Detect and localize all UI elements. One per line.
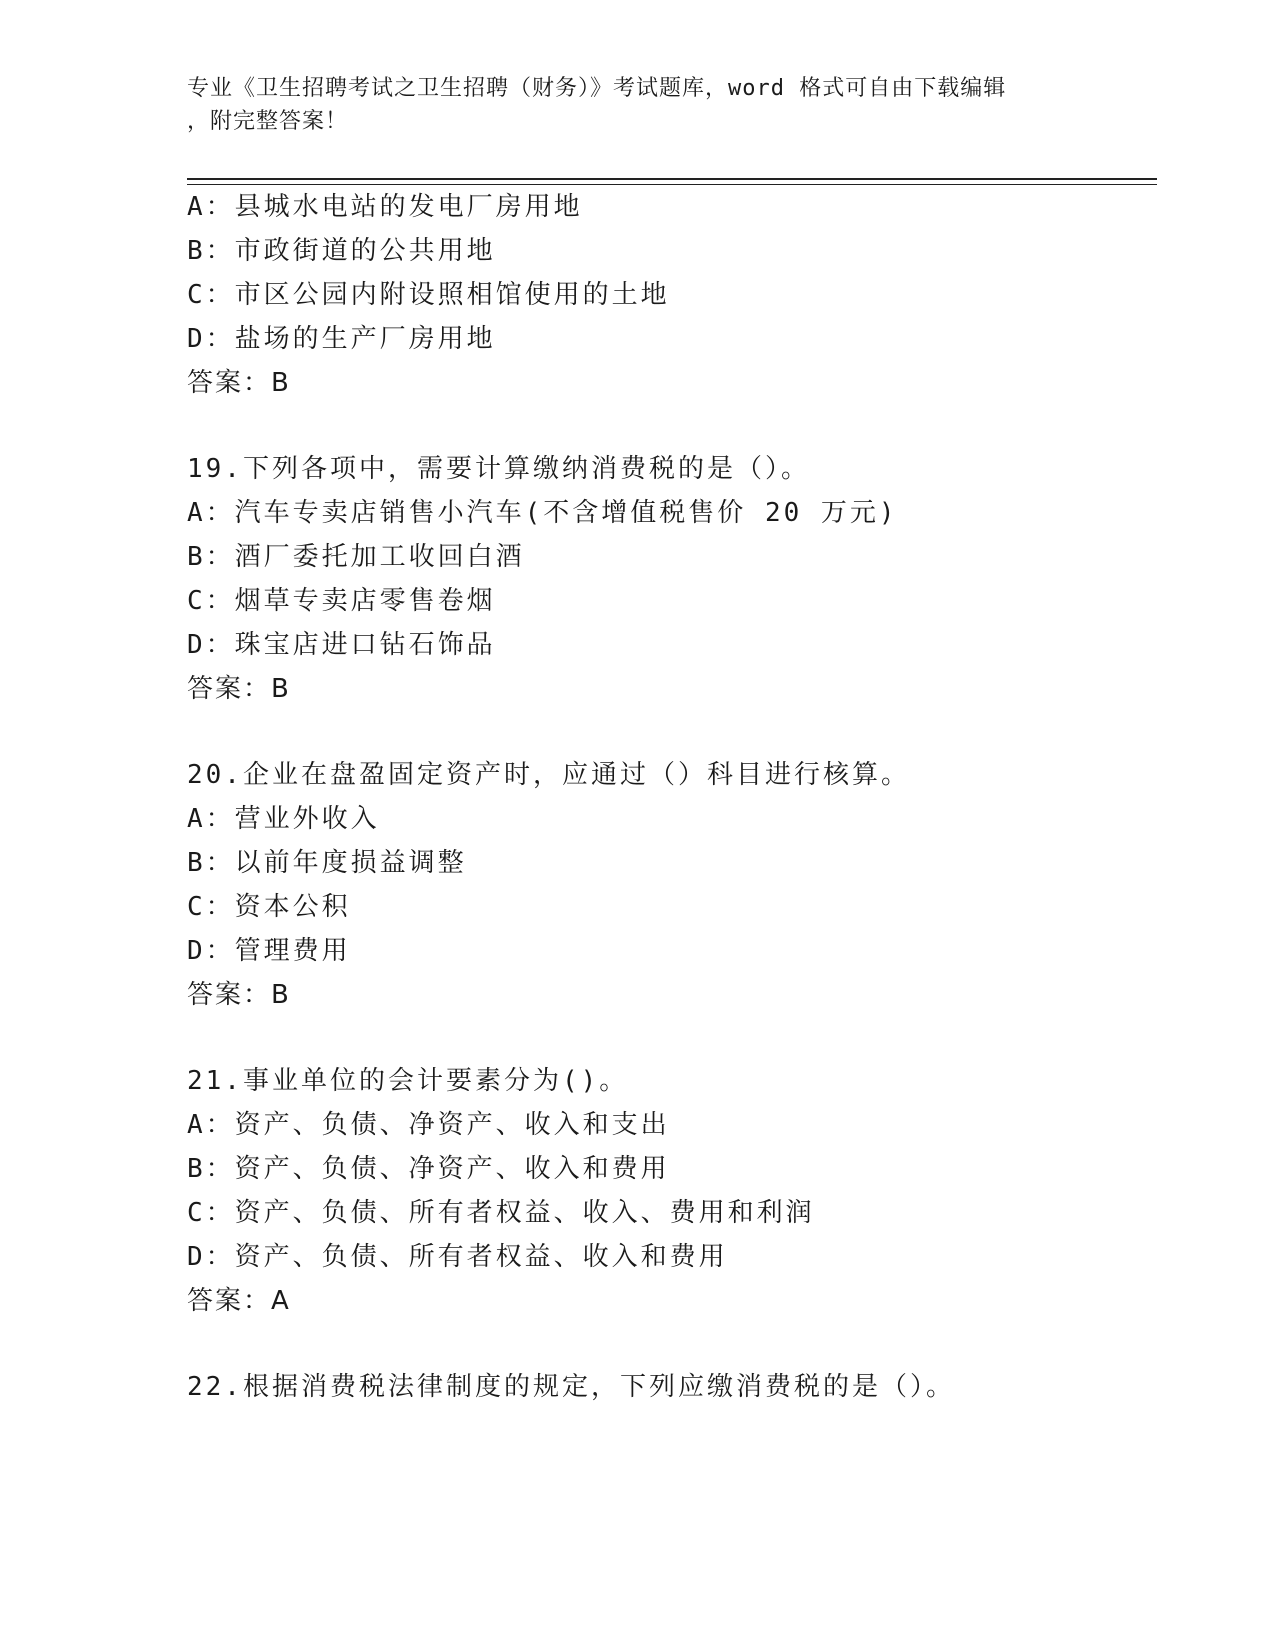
q19-option-c: C：烟草专卖店零售卷烟	[187, 586, 496, 616]
q18-option-d: D：盐场的生产厂房用地	[187, 324, 496, 354]
q20-option-b: B：以前年度损益调整	[187, 848, 467, 878]
q18-option-c: C：市区公园内附设照相馆使用的土地	[187, 280, 670, 310]
q21-answer: 答案：A	[187, 1286, 291, 1316]
header-divider-thick	[187, 178, 1157, 180]
header-divider-thin	[187, 184, 1157, 185]
q21-option-d: D：资产、负债、所有者权益、收入和费用	[187, 1242, 728, 1272]
q19-option-b: B：酒厂委托加工收回白酒	[187, 542, 525, 572]
q20-option-d: D：管理费用	[187, 936, 351, 966]
document-header	[187, 72, 1087, 138]
q21-option-b: B：资产、负债、净资产、收入和费用	[187, 1154, 670, 1184]
q18-option-a: A：县城水电站的发电厂房用地	[187, 192, 583, 222]
q19-option-a: A：汽车专卖店销售小汽车(不含增值税售价 20 万元)	[187, 498, 898, 528]
q20-option-c: C：资本公积	[187, 892, 351, 922]
q20-question: 20.企业在盘盈固定资产时，应通过（）科目进行核算。	[187, 760, 910, 790]
q22-question: 22.根据消费税法律制度的规定，下列应缴消费税的是（）。	[187, 1372, 955, 1402]
q20-option-a: A：营业外收入	[187, 804, 380, 834]
q19-answer: 答案：B	[187, 674, 291, 704]
q21-question: 21.事业单位的会计要素分为()。	[187, 1066, 629, 1096]
q21-option-a: A：资产、负债、净资产、收入和支出	[187, 1110, 670, 1140]
header-line-1: 专业《卫生招聘考试之卫生招聘（财务）》考试题库，word 格式可自由下载编辑	[187, 76, 1007, 101]
q19-option-d: D：珠宝店进口钻石饰品	[187, 630, 496, 660]
q18-answer: 答案：B	[187, 368, 291, 398]
header-line-2: ，附完整答案！	[187, 109, 349, 134]
q18-option-b: B：市政街道的公共用地	[187, 236, 496, 266]
q21-option-c: C：资产、负债、所有者权益、收入、费用和利润	[187, 1198, 815, 1228]
q19-question: 19.下列各项中，需要计算缴纳消费税的是（）。	[187, 454, 810, 484]
q20-answer: 答案：B	[187, 980, 291, 1010]
